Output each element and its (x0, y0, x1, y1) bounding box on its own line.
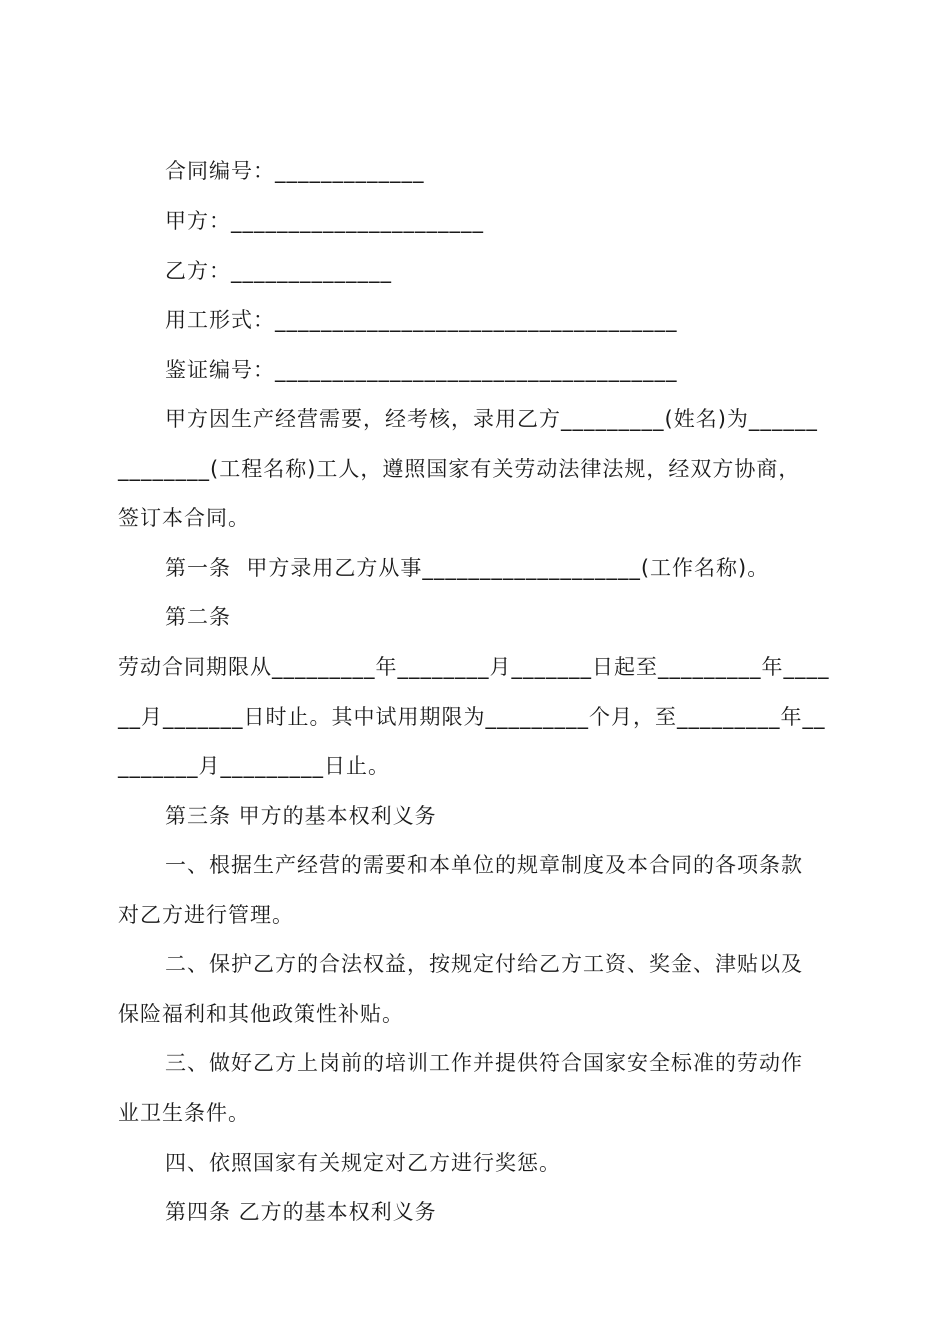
contract-number-line: 合同编号：_____________ (165, 159, 425, 183)
party-a-line: 甲方：______________________ (165, 209, 484, 233)
article-3-item-3-line-2: 业卫生条件。 (118, 1101, 250, 1125)
article-1-line: 第一条 甲方录用乙方从事___________________(工作名称)。 (165, 556, 770, 580)
article-3-item-2-line-1: 二、保护乙方的合法权益，按规定付给乙方工资、奖金、津贴以及 (165, 952, 803, 976)
contract-term-line-1: 劳动合同期限从_________年________月_______日起至_________年____ (118, 655, 830, 679)
article-3-item-4-line: 四、依照国家有关规定对乙方进行奖惩。 (165, 1151, 561, 1175)
contract-term-line-3: _______月_________日止。 (118, 754, 390, 778)
article-3-heading: 第三条 甲方的基本权利义务 (165, 804, 437, 828)
employment-form-line: 用工形式：___________________________________ (165, 308, 678, 332)
article-2-heading: 第二条 (165, 605, 231, 629)
preamble-line-3: 签订本合同。 (118, 506, 250, 530)
verification-number-line: 鉴证编号：___________________________________ (165, 358, 678, 382)
preamble-line-1: 甲方因生产经营需要，经考核，录用乙方_________(姓名)为______ (165, 407, 818, 431)
preamble-line-2: ________(工程名称)工人，遵照国家有关劳动法律法规，经双方协商， (118, 457, 801, 481)
contract-term-line-2: __月_______日时止。其中试用期限为_________个月，至_________年__ (118, 705, 826, 729)
article-3-item-1-line-1: 一、根据生产经营的需要和本单位的规章制度及本合同的各项条款 (165, 853, 803, 877)
party-b-line: 乙方：______________ (165, 259, 392, 283)
article-4-heading: 第四条 乙方的基本权利义务 (165, 1200, 437, 1224)
article-3-item-3-line-1: 三、做好乙方上岗前的培训工作并提供符合国家安全标准的劳动作 (165, 1051, 803, 1075)
article-3-item-2-line-2: 保险福利和其他政策性补贴。 (118, 1002, 404, 1026)
article-3-item-1-line-2: 对乙方进行管理。 (118, 903, 294, 927)
